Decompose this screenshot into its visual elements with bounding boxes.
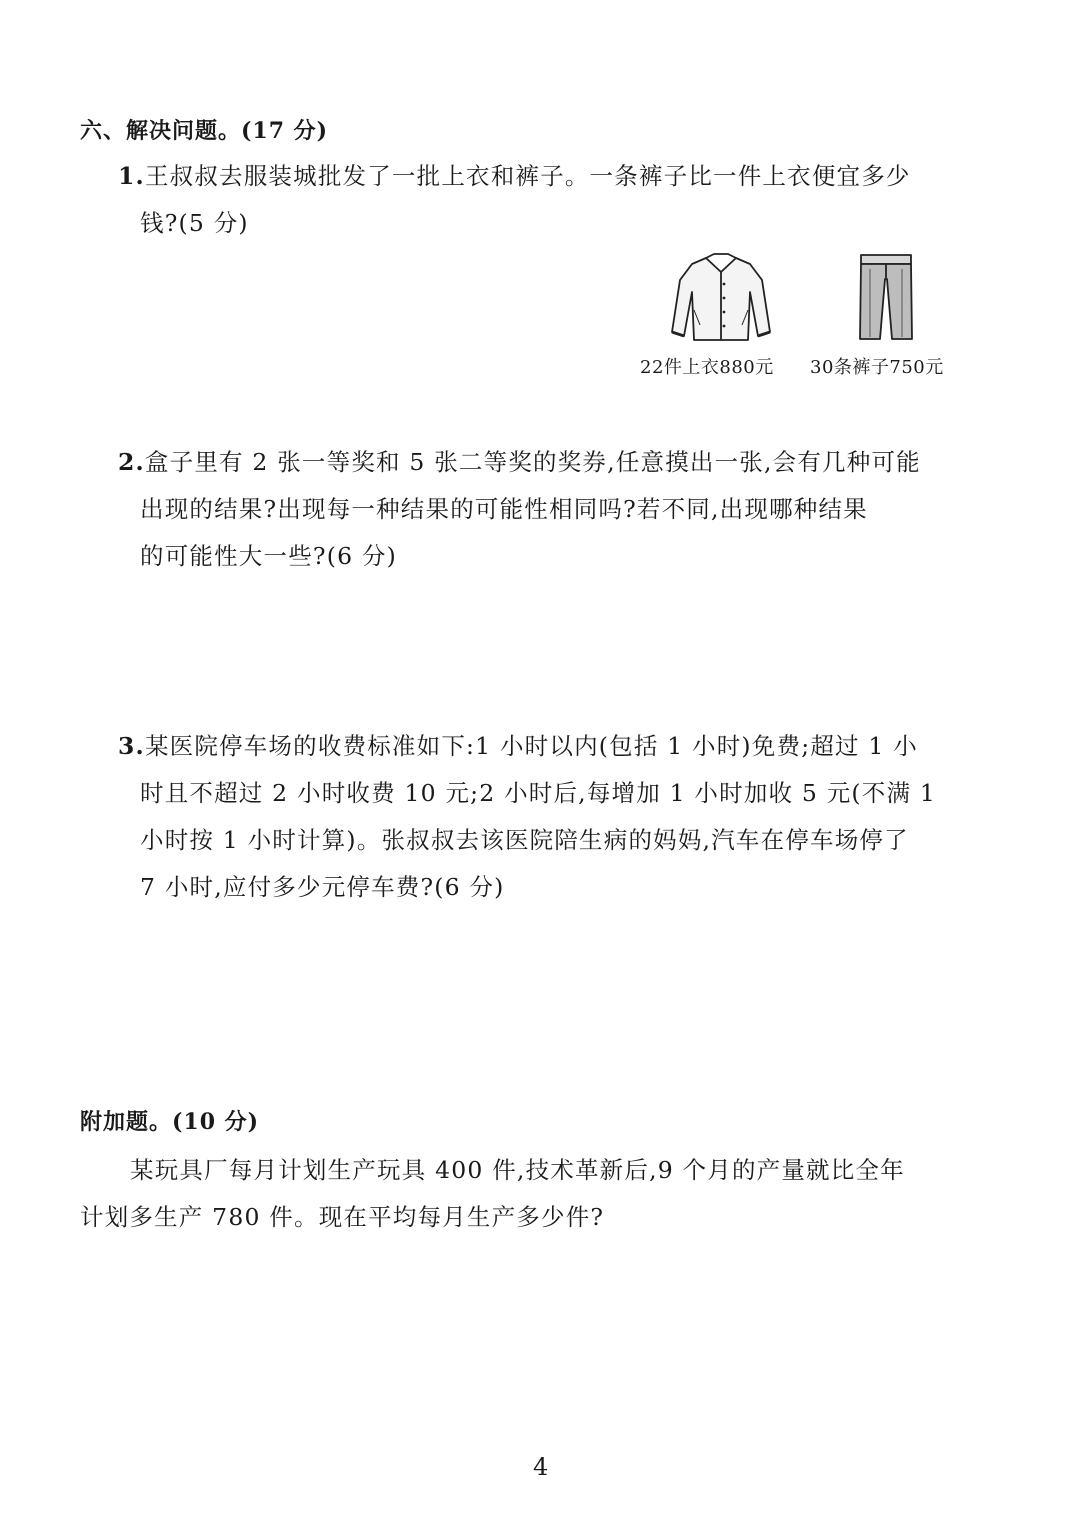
- section-title: 六、解决问题。(17 分): [80, 118, 329, 144]
- question-3-number: 3.: [118, 732, 145, 760]
- question-1-line-2: 钱?(5 分): [140, 209, 249, 237]
- question-3-text: 某医院停车场的收费标准如下:1 小时以内(包括 1 小时)免费;超过 1 小: [144, 732, 918, 760]
- question-1-line-1: [118, 157, 911, 191]
- question-2-text: 盒子里有 2 张一等奖和 5 张二等奖的奖券,任意摸出一张,会有几种可能: [144, 448, 921, 476]
- question-2-line-1: [118, 443, 921, 477]
- question-1-number: 1.: [118, 162, 145, 190]
- question-3-line-3: 小时按 1 小时计算)。张叔叔去该医院陪生病的妈妈,汽车在停车场停了: [140, 826, 909, 854]
- bonus-line-1: 某玩具厂每月计划生产玩具 400 件,技术革新后,9 个月的产量就比全年: [130, 1156, 905, 1184]
- question-1-text: 王叔叔去服装城批发了一批上衣和裤子。一条裤子比一件上衣便宜多少: [144, 162, 911, 190]
- shirt-icon: [666, 250, 776, 345]
- question-2-line-2: 出现的结果?出现每一种结果的可能性相同吗?若不同,出现哪种结果: [140, 495, 868, 523]
- pants-icon: [856, 253, 916, 343]
- pants-caption: 30条裤子750元: [810, 357, 944, 378]
- shirt-caption: 22件上衣880元: [640, 357, 774, 378]
- question-3-line-1: [118, 727, 918, 761]
- bonus-line-2: 计划多生产 780 件。现在平均每月生产多少件?: [80, 1203, 605, 1231]
- question-3-line-4: 7 小时,应付多少元停车费?(6 分): [140, 873, 505, 901]
- question-2-number: 2.: [118, 448, 145, 476]
- page-number: 4: [533, 1453, 549, 1481]
- bonus-title: 附加题。(10 分): [80, 1109, 260, 1135]
- question-3-line-2: 时且不超过 2 小时收费 10 元;2 小时后,每增加 1 小时加收 5 元(不满 1: [140, 779, 937, 807]
- question-2-line-3: 的可能性大一些?(6 分): [140, 542, 397, 570]
